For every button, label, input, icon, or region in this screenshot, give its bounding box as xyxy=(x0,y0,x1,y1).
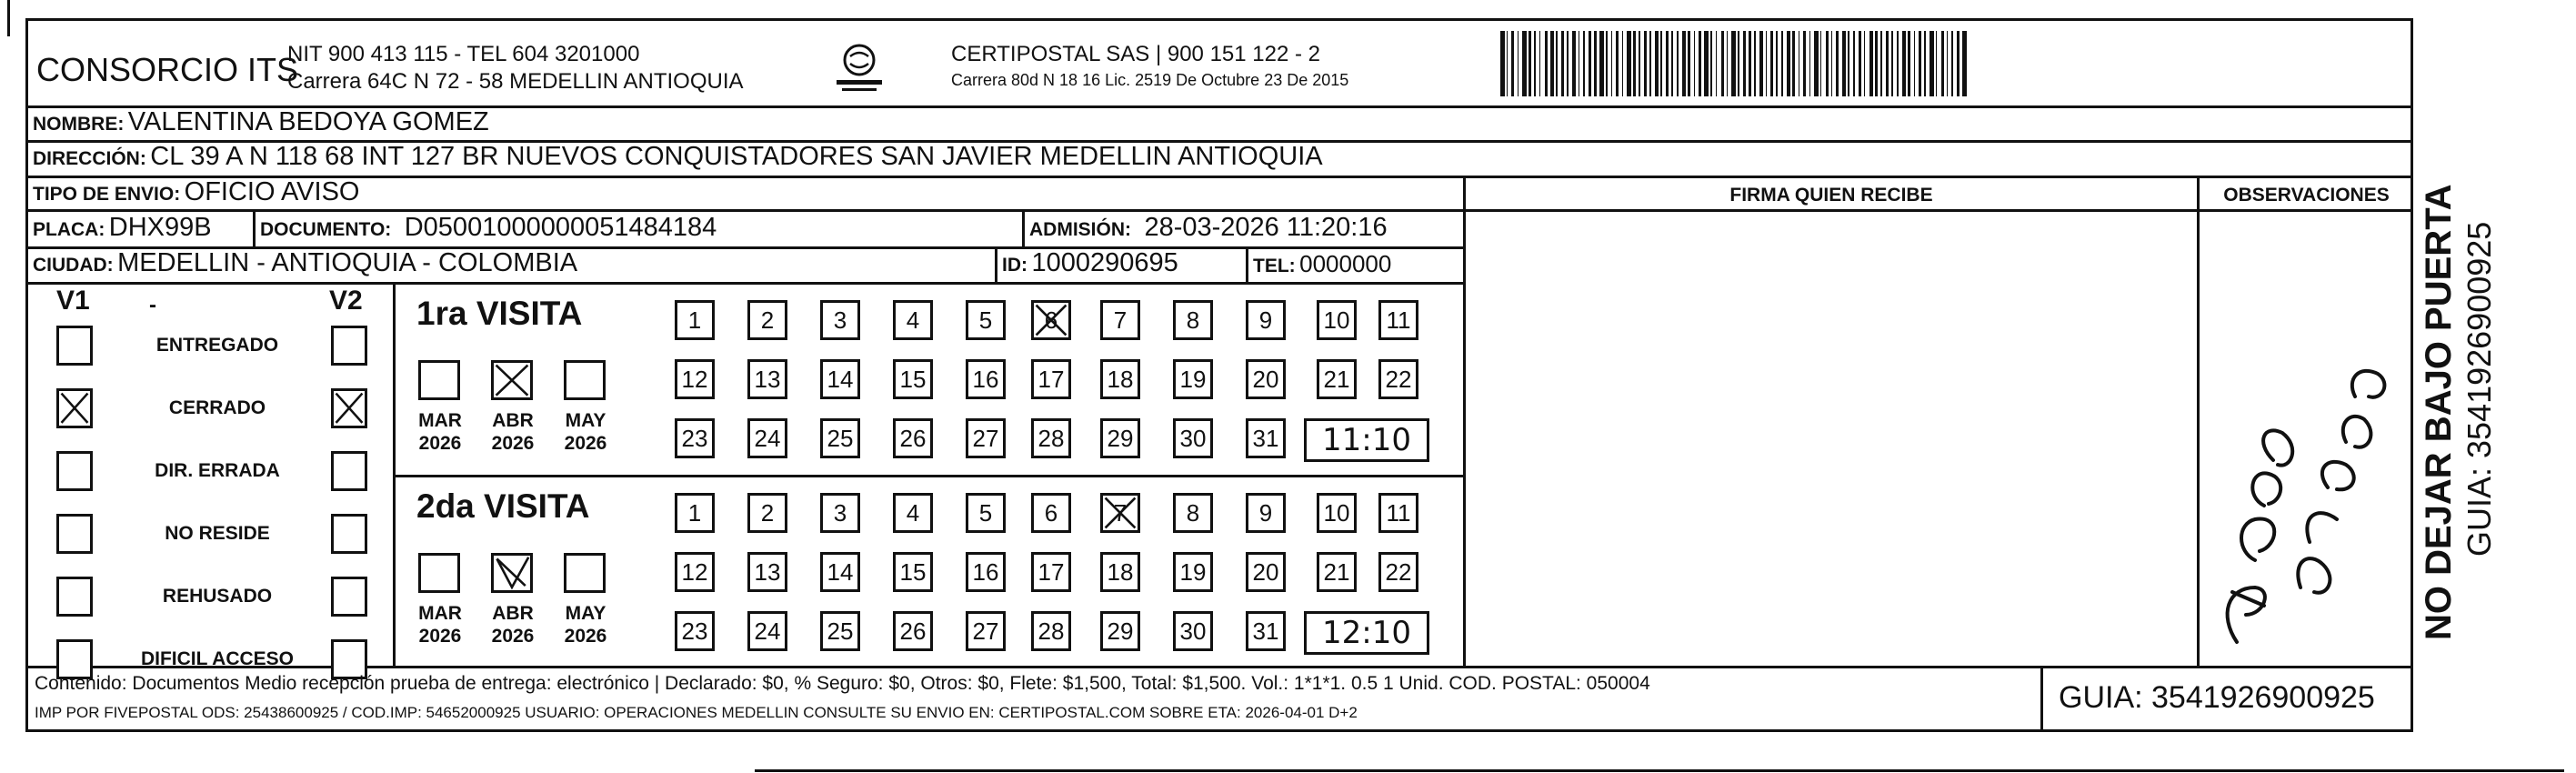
x-check-icon xyxy=(334,391,365,425)
day-box-25[interactable] xyxy=(820,611,860,651)
day-box-18[interactable] xyxy=(1100,552,1140,592)
day-box-17[interactable] xyxy=(1031,552,1071,592)
day-number: 17 xyxy=(1037,557,1065,586)
day-number: 9 xyxy=(1258,498,1273,527)
day-box-28[interactable] xyxy=(1031,611,1071,651)
day-box-5[interactable] xyxy=(966,493,1006,533)
day-number: 25 xyxy=(827,617,854,645)
side-guia: GUIA: 3541926900925 xyxy=(2461,221,2498,557)
month-name: MAY xyxy=(565,410,606,431)
rule xyxy=(995,246,997,282)
month-checkbox[interactable] xyxy=(491,553,533,593)
day-number: 9 xyxy=(1258,306,1273,334)
day-box-20[interactable] xyxy=(1246,552,1286,592)
certipostal-logo-icon xyxy=(835,40,884,95)
status-label: REHUSADO xyxy=(162,586,273,607)
month-label xyxy=(413,602,467,648)
x-check-icon xyxy=(494,363,530,397)
status-label: CERRADO xyxy=(168,397,266,418)
crop-mark-left xyxy=(7,0,10,36)
rule xyxy=(2197,209,2413,212)
company-nit: NIT 900 413 115 - TEL 604 3201000 xyxy=(287,42,640,66)
nombre-value: VALENTINA BEDOYA GOMEZ xyxy=(127,107,489,136)
day-box-11[interactable] xyxy=(1378,493,1418,533)
day-box-19[interactable] xyxy=(1173,552,1213,592)
day-box-25[interactable] xyxy=(820,418,860,458)
day-number: 18 xyxy=(1107,365,1134,393)
month-year: 2026 xyxy=(418,626,462,647)
day-box-7[interactable] xyxy=(1100,300,1140,340)
day-number: 28 xyxy=(1037,424,1065,452)
day-box-31[interactable] xyxy=(1246,611,1286,651)
day-number: 12 xyxy=(681,557,708,586)
day-number: 29 xyxy=(1107,617,1134,645)
day-number: 4 xyxy=(906,498,920,527)
day-box-6[interactable] xyxy=(1031,493,1071,533)
carrier-address: Carrera 80d N 18 16 Lic. 2519 De Octubre 23 De 2015 xyxy=(951,71,1349,89)
admision-cell xyxy=(1029,213,1388,243)
month-year: 2026 xyxy=(564,626,607,647)
handwritten-time: 12:10 xyxy=(1304,611,1429,655)
day-number: 18 xyxy=(1107,557,1134,586)
status-label: NO RESIDE xyxy=(165,523,270,544)
day-number: 7 xyxy=(1113,306,1128,334)
x-check-icon xyxy=(1103,496,1138,530)
rule xyxy=(25,282,1466,285)
month-year: 2026 xyxy=(491,433,535,454)
day-box-1[interactable] xyxy=(675,300,715,340)
id-cell xyxy=(1002,248,1178,278)
tel-label: TEL: xyxy=(1253,256,1296,276)
placa-cell xyxy=(33,213,212,243)
month-label xyxy=(486,602,540,648)
day-box-10[interactable] xyxy=(1317,300,1357,340)
day-number: 31 xyxy=(1252,424,1279,452)
tipo-envio-value: OFICIO AVISO xyxy=(184,177,360,206)
day-box-22[interactable] xyxy=(1378,359,1418,399)
day-number: 27 xyxy=(972,424,999,452)
company-address: Carrera 64C N 72 - 58 MEDELLIN ANTIOQUIA xyxy=(287,69,744,94)
day-box-13[interactable] xyxy=(747,552,787,592)
placa-label: PLACA: xyxy=(33,219,105,240)
day-number: 4 xyxy=(906,306,920,334)
carrier-name: CERTIPOSTAL SAS | 900 151 122 - 2 xyxy=(951,42,1320,66)
day-number: 22 xyxy=(1385,557,1412,586)
day-box-29[interactable] xyxy=(1100,611,1140,651)
day-box-8[interactable] xyxy=(1173,300,1213,340)
tipo-envio-label: TIPO DE ENVIO: xyxy=(33,184,181,205)
placa-value: DHX99B xyxy=(108,213,212,242)
month-year: 2026 xyxy=(564,433,607,454)
day-number: 7 xyxy=(1113,498,1128,527)
day-box-28[interactable] xyxy=(1031,418,1071,458)
day-number: 26 xyxy=(899,424,927,452)
v1-checkbox[interactable] xyxy=(56,577,93,617)
day-number: 8 xyxy=(1186,498,1200,527)
day-box-2[interactable] xyxy=(747,493,787,533)
day-number: 5 xyxy=(978,498,993,527)
day-box-26[interactable] xyxy=(893,418,933,458)
status-label: ENTREGADO xyxy=(155,335,279,356)
day-number: 30 xyxy=(1179,617,1207,645)
day-number: 30 xyxy=(1179,424,1207,452)
day-number: 1 xyxy=(687,498,702,527)
day-number: 21 xyxy=(1323,365,1350,393)
day-box-23[interactable] xyxy=(675,418,715,458)
day-number: 23 xyxy=(681,424,708,452)
day-box-17[interactable] xyxy=(1031,359,1071,399)
day-box-7[interactable] xyxy=(1100,493,1140,533)
day-number: 27 xyxy=(972,617,999,645)
day-box-10[interactable] xyxy=(1317,493,1357,533)
rule xyxy=(253,209,256,246)
rule xyxy=(1022,209,1025,246)
barcode-icon xyxy=(1500,31,2173,96)
day-number: 6 xyxy=(1044,498,1058,527)
day-number: 19 xyxy=(1179,557,1207,586)
day-number: 24 xyxy=(754,617,781,645)
company-name: CONSORCIO ITS xyxy=(36,51,299,88)
rule xyxy=(393,475,1466,477)
day-box-23[interactable] xyxy=(675,611,715,651)
day-box-9[interactable] xyxy=(1246,493,1286,533)
ciudad-value: MEDELLIN - ANTIOQUIA - COLOMBIA xyxy=(117,248,578,277)
rule xyxy=(25,176,2413,178)
day-number: 14 xyxy=(827,365,854,393)
rule xyxy=(25,666,2413,668)
footer-guia: GUIA: 3541926900925 xyxy=(2059,680,2375,715)
day-box-8[interactable] xyxy=(1173,493,1213,533)
day-number: 16 xyxy=(972,557,999,586)
day-box-9[interactable] xyxy=(1246,300,1286,340)
day-box-5[interactable] xyxy=(966,300,1006,340)
day-box-18[interactable] xyxy=(1100,359,1140,399)
day-number: 11 xyxy=(1386,498,1411,527)
day-box-1[interactable] xyxy=(675,493,715,533)
day-number: 24 xyxy=(754,424,781,452)
month-checkbox[interactable] xyxy=(564,553,606,593)
day-number: 19 xyxy=(1179,365,1207,393)
documento-cell xyxy=(260,213,717,243)
day-number: 13 xyxy=(754,365,781,393)
day-box-26[interactable] xyxy=(893,611,933,651)
documento-value: D05001000000051484184 xyxy=(404,213,717,242)
day-box-4[interactable] xyxy=(893,300,933,340)
tel-cell xyxy=(1253,250,1391,278)
day-number: 23 xyxy=(681,617,708,645)
day-box-12[interactable] xyxy=(675,359,715,399)
month-label xyxy=(486,409,540,455)
v2-checkbox[interactable] xyxy=(331,388,367,428)
check-mark-icon xyxy=(494,556,530,590)
dash-mark: - xyxy=(149,293,156,317)
day-box-16[interactable] xyxy=(966,359,1006,399)
day-box-3[interactable] xyxy=(820,493,860,533)
day-box-22[interactable] xyxy=(1378,552,1418,592)
day-box-29[interactable] xyxy=(1100,418,1140,458)
day-number: 21 xyxy=(1323,557,1350,586)
nombre-row xyxy=(33,107,489,137)
direccion-label: DIRECCIÓN: xyxy=(33,148,146,169)
admision-label: ADMISIÓN: xyxy=(1029,219,1131,240)
v1-checkbox[interactable] xyxy=(56,514,93,554)
day-box-15[interactable] xyxy=(893,552,933,592)
ciudad-cell xyxy=(33,248,577,278)
month-checkbox[interactable] xyxy=(491,360,533,400)
day-box-24[interactable] xyxy=(747,418,787,458)
day-box-30[interactable] xyxy=(1173,418,1213,458)
day-box-13[interactable] xyxy=(747,359,787,399)
month-label xyxy=(558,602,613,648)
month-label xyxy=(413,409,467,455)
id-label: ID: xyxy=(1002,255,1027,276)
month-label xyxy=(558,409,613,455)
month-checkbox[interactable] xyxy=(418,360,460,400)
tipo-envio-row xyxy=(33,177,359,207)
day-number: 10 xyxy=(1323,306,1350,334)
month-name: ABR xyxy=(492,410,534,431)
firma-header: FIRMA QUIEN RECIBE xyxy=(1729,185,1933,206)
day-number: 17 xyxy=(1037,365,1065,393)
admision-value: 28-03-2026 11:20:16 xyxy=(1144,213,1388,242)
v2-checkbox[interactable] xyxy=(331,577,367,617)
day-box-20[interactable] xyxy=(1246,359,1286,399)
day-number: 29 xyxy=(1107,424,1134,452)
day-box-14[interactable] xyxy=(820,552,860,592)
day-box-16[interactable] xyxy=(966,552,1006,592)
day-box-3[interactable] xyxy=(820,300,860,340)
day-number: 26 xyxy=(899,617,927,645)
direccion-value: CL 39 A N 118 68 INT 127 BR NUEVOS CONQUISTADORES SAN JAVIER MEDELLIN ANTIOQUIA xyxy=(150,142,1323,171)
day-number: 10 xyxy=(1323,498,1350,527)
day-number: 31 xyxy=(1252,617,1279,645)
rule xyxy=(1463,176,1466,666)
day-number: 6 xyxy=(1044,306,1058,334)
month-name: MAR xyxy=(418,410,462,431)
nombre-label: NOMBRE: xyxy=(33,114,125,135)
handwritten-time: 11:10 xyxy=(1304,418,1429,462)
day-box-21[interactable] xyxy=(1317,359,1357,399)
id-value: 1000290695 xyxy=(1031,248,1178,277)
day-box-30[interactable] xyxy=(1173,611,1213,651)
rule xyxy=(25,209,2413,212)
day-number: 11 xyxy=(1386,306,1411,334)
day-number: 15 xyxy=(899,557,927,586)
day-number: 16 xyxy=(972,365,999,393)
day-box-6[interactable] xyxy=(1031,300,1071,340)
day-number: 8 xyxy=(1186,306,1200,334)
day-number: 1 xyxy=(687,306,702,334)
day-box-4[interactable] xyxy=(893,493,933,533)
day-number: 14 xyxy=(827,557,854,586)
day-number: 28 xyxy=(1037,617,1065,645)
day-number: 12 xyxy=(681,365,708,393)
day-number: 25 xyxy=(827,424,854,452)
day-box-27[interactable] xyxy=(966,611,1006,651)
status-label: DIR. ERRADA xyxy=(155,460,280,481)
x-check-icon xyxy=(59,391,90,425)
footer-contenido: Contenido: Documentos Medio recepción prueba de entrega: electrónico | Declarado: $0, % Seguro: $0, Otros: $0, Flete: $1,500, Total: $1,500. Vol.: 1*1*1. 0.5 1 Unid. COD. POSTAL: 050004 xyxy=(35,673,1650,694)
day-box-12[interactable] xyxy=(675,552,715,592)
visit-title: 1ra VISITA xyxy=(416,295,583,332)
handwritten-signature-icon xyxy=(2200,287,2410,660)
x-check-icon xyxy=(1034,303,1068,337)
v2-checkbox[interactable] xyxy=(331,451,367,491)
v2-checkbox[interactable] xyxy=(331,326,367,366)
status-label: DIFICIL ACCESO xyxy=(140,648,294,669)
day-number: 2 xyxy=(760,498,775,527)
direccion-row xyxy=(33,142,1323,172)
side-warning: NO DEJAR BAJO PUERTA xyxy=(2419,184,2459,640)
month-name: MAY xyxy=(565,603,606,624)
month-year: 2026 xyxy=(418,433,462,454)
day-number: 22 xyxy=(1385,365,1412,393)
day-number: 15 xyxy=(899,365,927,393)
month-checkbox[interactable] xyxy=(564,360,606,400)
day-box-15[interactable] xyxy=(893,359,933,399)
rule xyxy=(2197,176,2200,666)
day-box-21[interactable] xyxy=(1317,552,1357,592)
v2-header: V2 xyxy=(329,286,363,316)
footer-imp: IMP POR FIVEPOSTAL ODS: 25438600925 / COD.IMP: 54652000925 USUARIO: OPERACIONES MEDELLIN CONSULTE SU ENVIO EN: CERTIPOSTAL.COM SOBRE ETA: 2026-04-01 D+2 xyxy=(35,704,1358,721)
observaciones-header: OBSERVACIONES xyxy=(2223,185,2390,206)
day-box-2[interactable] xyxy=(747,300,787,340)
v1-checkbox[interactable] xyxy=(56,388,93,428)
documento-label: DOCUMENTO: xyxy=(260,219,392,240)
month-name: ABR xyxy=(492,603,534,624)
visit-title: 2da VISITA xyxy=(416,487,590,525)
tel-value: 0000000 xyxy=(1299,250,1392,277)
rule xyxy=(2040,666,2043,732)
v1-header: V1 xyxy=(56,286,90,316)
day-box-31[interactable] xyxy=(1246,418,1286,458)
day-box-27[interactable] xyxy=(966,418,1006,458)
day-number: 3 xyxy=(833,306,847,334)
day-box-11[interactable] xyxy=(1378,300,1418,340)
crop-mark-bottom xyxy=(755,769,2564,772)
v1-checkbox[interactable] xyxy=(56,326,93,366)
day-number: 2 xyxy=(760,306,775,334)
rule xyxy=(393,282,396,666)
v2-checkbox[interactable] xyxy=(331,514,367,554)
rule xyxy=(1246,246,1248,282)
day-number: 3 xyxy=(833,498,847,527)
day-box-24[interactable] xyxy=(747,611,787,651)
month-year: 2026 xyxy=(491,626,535,647)
day-box-19[interactable] xyxy=(1173,359,1213,399)
month-name: MAR xyxy=(418,603,462,624)
v1-checkbox[interactable] xyxy=(56,451,93,491)
day-number: 20 xyxy=(1252,365,1279,393)
day-box-14[interactable] xyxy=(820,359,860,399)
month-checkbox[interactable] xyxy=(418,553,460,593)
ciudad-label: CIUDAD: xyxy=(33,255,114,276)
day-number: 20 xyxy=(1252,557,1279,586)
day-number: 5 xyxy=(978,306,993,334)
day-number: 13 xyxy=(754,557,781,586)
